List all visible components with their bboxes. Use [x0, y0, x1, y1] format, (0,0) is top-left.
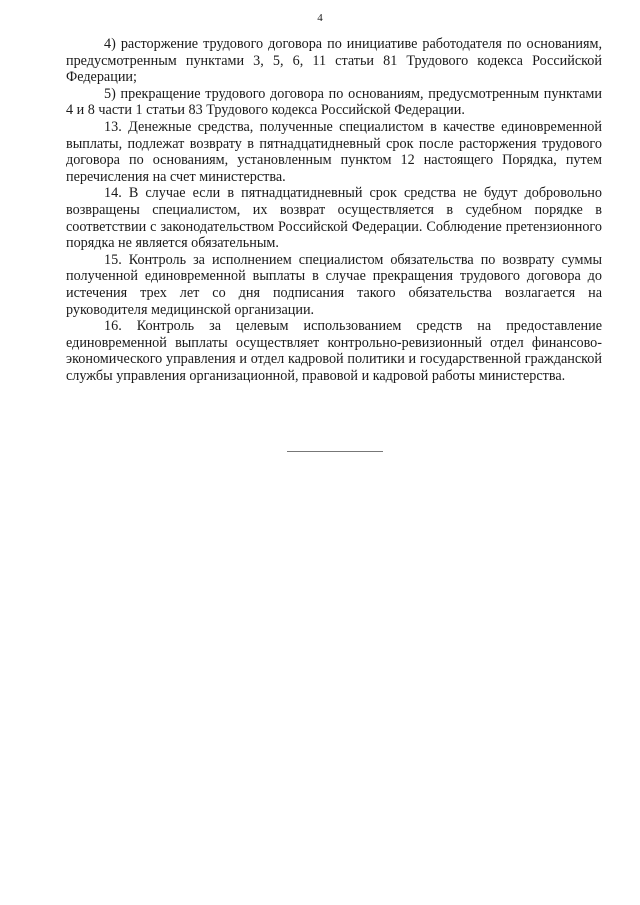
paragraph-item-5: 5) прекращение трудового договора по основаниям, предусмотренным пунктами 4 и 8 части 1 статьи 83 Трудового кодекса Российской Федерации. [66, 85, 602, 119]
document-body [66, 36, 602, 384]
paragraph-13: 13. Денежные средства, полученные специалистом в качестве единовременной выплаты, подлежат возврату в пятнадцатидневный срок после расторжения трудового договора по основаниям, установленным пунктом 12 настоящего Порядка, путем перечисления на счет министерства. [66, 118, 602, 185]
page-number: 4 [317, 12, 323, 24]
paragraph-item-4: 4) расторжение трудового договора по инициативе работодателя по основаниям, предусмотренным пунктами 3, 5, 6, 11 статьи 81 Трудового кодекса Российской Федерации; [66, 36, 602, 86]
paragraph-15: 15. Контроль за исполнением специалистом обязательства по возврату суммы полученной единовременной выплаты в случае прекращения трудового договора до истечения трех лет со дня подписания такого обязательства возлагается на руководителя медицинской организации. [66, 251, 602, 318]
end-of-text-divider [287, 451, 383, 452]
paragraph-14: 14. В случае если в пятнадцатидневный срок средства не будут добровольно возвращены специалистом, их возврат осуществляется в судебном порядке в соответствии с законодательством Российской Федерации. Соблюдение претензионного порядка не является обязательным. [66, 185, 602, 252]
paragraph-16: 16. Контроль за целевым использованием средств на предоставление единовременной выплаты осуществляет контрольно-ревизионный отдел финансово-экономического управления и отдел кадровой политики и государственной гражданской службы управления организационной, правовой и кадровой работы министерства. [66, 318, 602, 384]
